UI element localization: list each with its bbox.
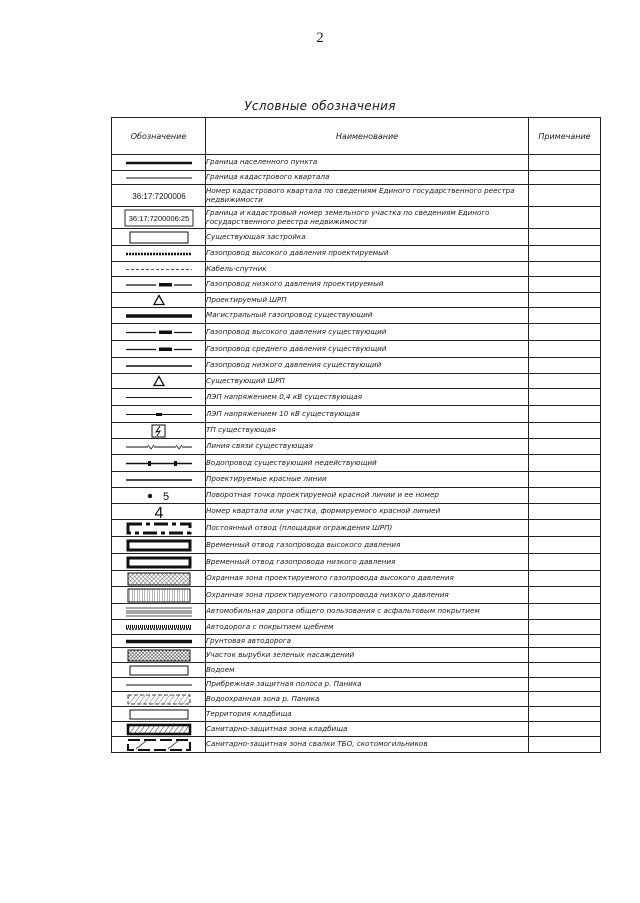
legend-row — [112, 707, 601, 722]
legend-name: Газопровод низкого давления существующий — [206, 358, 529, 374]
legend-symbol — [112, 571, 206, 587]
legend-note — [529, 374, 601, 389]
legend-name: Водопровод существующий недействующий — [206, 455, 529, 472]
legend-name: Автомобильная дорога общего пользования с асфальтовым покрытием — [206, 604, 529, 620]
legend-name: Газопровод низкого давления проектируемый — [206, 277, 529, 293]
legend-note — [529, 423, 601, 439]
legend-symbol — [112, 455, 206, 472]
dashed-thin-icon — [122, 263, 196, 276]
legend-row — [112, 262, 601, 277]
number-4-icon — [122, 505, 196, 519]
legend-symbol — [112, 358, 206, 374]
legend-row — [112, 423, 601, 439]
legend-row — [112, 488, 601, 504]
legend-symbol — [112, 635, 206, 648]
legend-name: Граница и кадастровый номер земельного участка по сведениям Единого государственного реестра недвижимости — [206, 207, 529, 229]
legend-name: Существующий ШРП — [206, 374, 529, 389]
legend-symbol — [112, 707, 206, 722]
legend-name: Грунтовая автодорога — [206, 635, 529, 648]
legend-name: Газопровод высокого давления проектируемый — [206, 246, 529, 262]
gravel-road-icon — [122, 621, 196, 634]
thick-line-icon — [122, 156, 196, 170]
legend-symbol — [112, 277, 206, 293]
heavy-line-icon — [122, 636, 196, 647]
legend-name: Поворотная точка проектируемой красной линии и ее номер — [206, 488, 529, 504]
rect-heavy-icon — [122, 538, 196, 553]
legend-name: Магистральный газопровод существующий — [206, 308, 529, 324]
legend-name: Санитарно-защитная зона кладбища — [206, 722, 529, 737]
legend-note — [529, 246, 601, 262]
legend-title: Условные обозначения — [244, 99, 396, 113]
legend-name: Граница кадастрового квартала — [206, 171, 529, 185]
legend-name: Газопровод высокого давления существующий — [206, 324, 529, 341]
medium-line-icon — [122, 473, 196, 487]
header-symbol: Обозначение — [112, 118, 206, 155]
triangle-icon — [122, 375, 196, 388]
symbol-text: 36:17:7200006:25 — [128, 213, 189, 223]
legend-row — [112, 389, 601, 406]
legend-name: Временный отвод газопровода высокого давления — [206, 537, 529, 554]
legend-note — [529, 692, 601, 707]
legend-note — [529, 439, 601, 455]
legend-row — [112, 406, 601, 423]
legend-note — [529, 520, 601, 537]
line-label-icon — [122, 325, 196, 340]
rect-crosshatch-icon — [122, 572, 196, 586]
legend-symbol — [112, 155, 206, 171]
legend-note — [529, 707, 601, 722]
legend-note — [529, 504, 601, 520]
rect-outline-icon — [122, 664, 196, 677]
legend-row — [112, 737, 601, 753]
legend-note — [529, 604, 601, 620]
legend-note — [529, 678, 601, 692]
legend-name: Проектируемые красные линии — [206, 472, 529, 488]
legend-table — [111, 117, 601, 753]
legend-symbol — [112, 185, 206, 207]
legend-row — [112, 554, 601, 571]
rect-hatch-heavy-icon — [122, 723, 196, 736]
legend-symbol — [112, 374, 206, 389]
legend-note — [529, 648, 601, 663]
legend-name: Граница населенного пункта — [206, 155, 529, 171]
symbol-text: 4 — [154, 504, 163, 519]
legend-row — [112, 229, 601, 246]
dot-5-icon — [122, 489, 196, 503]
legend-symbol — [112, 293, 206, 308]
thin-line-icon — [122, 172, 196, 184]
legend-note — [529, 406, 601, 423]
rect-diag-icon — [122, 588, 196, 603]
legend-row — [112, 439, 601, 455]
legend-row — [112, 472, 601, 488]
legend-note — [529, 554, 601, 571]
legend-name: Охранная зона проектируемого газопровода высокого давления — [206, 571, 529, 587]
legend-symbol — [112, 692, 206, 707]
legend-symbol — [112, 663, 206, 678]
dashed-thick-icon — [122, 247, 196, 261]
text-code-icon — [122, 186, 196, 206]
rect-dashed-diag-icon — [122, 738, 196, 752]
heavy-line-icon — [122, 309, 196, 323]
legend-row — [112, 663, 601, 678]
legend-symbol — [112, 648, 206, 663]
legend-note — [529, 277, 601, 293]
legend-name: ТП существующая — [206, 423, 529, 439]
legend-row — [112, 155, 601, 171]
legend-note — [529, 207, 601, 229]
legend-name: Проектируемый ШРП — [206, 293, 529, 308]
legend-name: Участок вырубки зеленых насаждений — [206, 648, 529, 663]
legend-symbol — [112, 554, 206, 571]
legend-symbol — [112, 520, 206, 537]
legend-symbol — [112, 423, 206, 439]
legend-row — [112, 587, 601, 604]
legend-name: Санитарно-защитная зона свалки ТБО, скотомогильников — [206, 737, 529, 753]
legend-symbol — [112, 207, 206, 229]
legend-note — [529, 262, 601, 277]
header-name: Наименование — [206, 118, 529, 155]
legend-note — [529, 737, 601, 753]
legend-symbol — [112, 678, 206, 692]
header-note: Примечание — [529, 118, 601, 155]
legend-symbol — [112, 604, 206, 620]
legend-name: Постоянный отвод (площадки ограждения ШРП) — [206, 520, 529, 537]
legend-symbol — [112, 406, 206, 423]
rect-dashed-heavy-icon — [122, 521, 196, 536]
legend-row — [112, 722, 601, 737]
legend-name: Номер квартала или участка, формируемого красной линией — [206, 504, 529, 520]
rect-heavy-icon — [122, 555, 196, 570]
legend-row — [112, 246, 601, 262]
legend-note — [529, 171, 601, 185]
symbol-text: 5 — [162, 490, 169, 503]
legend-symbol — [112, 537, 206, 554]
line-v-icon — [122, 440, 196, 454]
legend-symbol — [112, 308, 206, 324]
legend-name: Существующая застройка — [206, 229, 529, 246]
line-label-icon — [122, 278, 196, 292]
legend-note — [529, 341, 601, 358]
rect-outline-icon — [122, 230, 196, 245]
legend-symbol — [112, 620, 206, 635]
legend-name: Номер кадастрового квартала по сведениям Единого государственного реестра недвижимости — [206, 185, 529, 207]
legend-row — [112, 277, 601, 293]
legend-name: Водоохранная зона р. Паника — [206, 692, 529, 707]
legend-note — [529, 308, 601, 324]
legend-row — [112, 308, 601, 324]
legend-symbol — [112, 324, 206, 341]
legend-note — [529, 587, 601, 604]
legend-symbol — [112, 439, 206, 455]
legend-row — [112, 571, 601, 587]
legend-symbol — [112, 737, 206, 753]
legend-row — [112, 520, 601, 537]
legend-row — [112, 504, 601, 520]
thin-line-icon — [122, 390, 196, 405]
legend-note — [529, 155, 601, 171]
legend-symbol — [112, 587, 206, 604]
legend-row — [112, 604, 601, 620]
legend-note — [529, 358, 601, 374]
legend-row — [112, 207, 601, 229]
legend-name: Временный отвод газопровода низкого давления — [206, 554, 529, 571]
legend-symbol — [112, 229, 206, 246]
legend-name: ЛЭП напряжением 10 кВ существующая — [206, 406, 529, 423]
boxed-code-icon — [122, 208, 196, 228]
legend-symbol — [112, 389, 206, 406]
medium-line-icon — [122, 359, 196, 373]
road-lines-icon — [122, 605, 196, 619]
page-number: 2 — [316, 30, 324, 46]
legend-note — [529, 571, 601, 587]
legend-row — [112, 358, 601, 374]
legend-name: Газопровод среднего давления существующий — [206, 341, 529, 358]
legend-symbol — [112, 472, 206, 488]
legend-row — [112, 374, 601, 389]
legend-name: Кабель-спутник — [206, 262, 529, 277]
legend-name: Водоем — [206, 663, 529, 678]
legend-row — [112, 537, 601, 554]
legend-note — [529, 722, 601, 737]
legend-row — [112, 171, 601, 185]
legend-row — [112, 648, 601, 663]
legend-note — [529, 620, 601, 635]
legend-note — [529, 455, 601, 472]
legend-note — [529, 663, 601, 678]
legend-symbol — [112, 722, 206, 737]
legend-row — [112, 324, 601, 341]
line-b-icon — [122, 456, 196, 471]
legend-name: Прибрежная защитная полоса р. Паника — [206, 678, 529, 692]
legend-note — [529, 488, 601, 504]
legend-row — [112, 341, 601, 358]
legend-symbol — [112, 341, 206, 358]
legend-note — [529, 537, 601, 554]
legend-note — [529, 324, 601, 341]
rect-outline-icon — [122, 708, 196, 721]
legend-name: Автодорога с покрытием щебнем — [206, 620, 529, 635]
dashed-diag-icon — [122, 693, 196, 706]
legend-name: Территория кладбища — [206, 707, 529, 722]
legend-note — [529, 293, 601, 308]
legend-header-row — [112, 118, 601, 155]
symbol-text: 36:17:7200006 — [131, 191, 186, 201]
legend-name: ЛЭП напряжением 0,4 кВ существующая — [206, 389, 529, 406]
legend-symbol — [112, 246, 206, 262]
legend-note — [529, 185, 601, 207]
legend-symbol — [112, 262, 206, 277]
legend-name: Линия связи существующая — [206, 439, 529, 455]
legend-name: Охранная зона проектируемого газопровода низкого давления — [206, 587, 529, 604]
legend-row — [112, 635, 601, 648]
legend-symbol — [112, 488, 206, 504]
triangle-icon — [122, 294, 196, 307]
legend-note — [529, 389, 601, 406]
legend-note — [529, 635, 601, 648]
legend-row — [112, 692, 601, 707]
legend-note — [529, 229, 601, 246]
thin-line-icon — [122, 679, 196, 691]
line-tick-icon — [122, 407, 196, 422]
legend-symbol — [112, 504, 206, 520]
rect-xhatch-dense-icon — [122, 649, 196, 662]
legend-symbol — [112, 171, 206, 185]
legend-row — [112, 455, 601, 472]
legend-note — [529, 472, 601, 488]
legend-row — [112, 678, 601, 692]
legend-row — [112, 293, 601, 308]
tp-box-icon — [122, 424, 196, 438]
line-label-icon — [122, 342, 196, 357]
legend-row — [112, 620, 601, 635]
legend-row — [112, 185, 601, 207]
